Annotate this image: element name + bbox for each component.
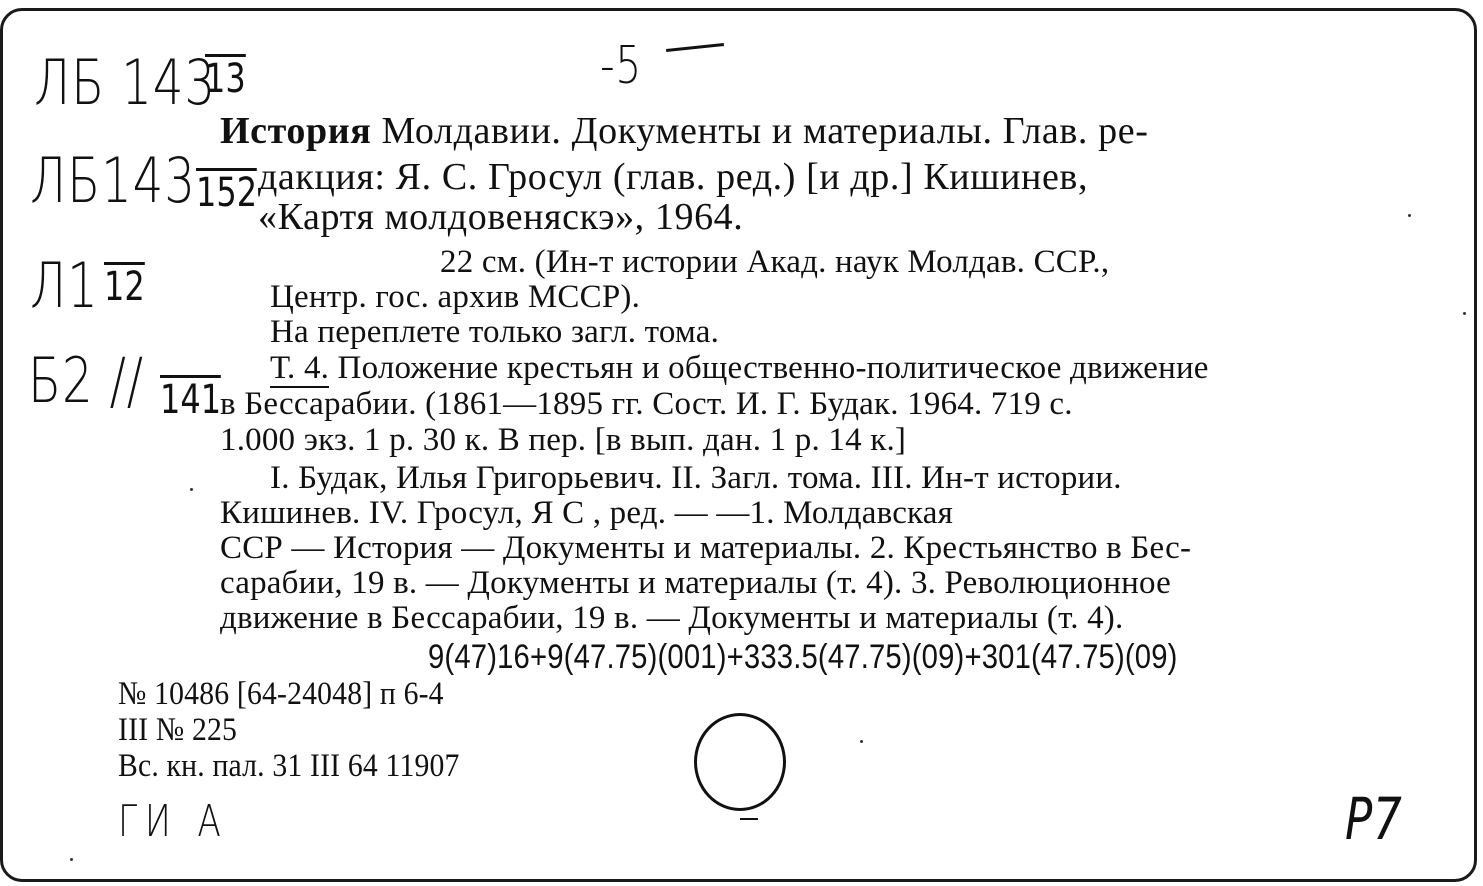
speck	[1408, 214, 1411, 217]
entry-line-13: сарабии, 19 в. — Документы и материалы (т. 4). 3. Революционное	[220, 565, 1171, 601]
footer-line-1: № 10486 [64-24048] п 6-4	[118, 676, 444, 712]
entry-line-4: 22 см. (Ин-т истории Акад. наук Молдав. ССР.,	[440, 244, 1110, 280]
entry-line-7-rest: Положение крестьян и общественно-политическое движение	[329, 350, 1209, 386]
punch-hole	[694, 713, 786, 811]
handwritten-bottom-left: ГИ А	[118, 796, 229, 847]
footer-line-2: III № 225	[118, 712, 238, 748]
shelfmark-4: Б2 //	[28, 344, 144, 417]
shelfmark-3-sub: 12	[104, 264, 145, 310]
entry-line-2: дакция: Я. С. Гросул (глав. ред.) [и др.] Кишинев,	[258, 156, 1089, 198]
punch-hole-tick	[740, 818, 758, 820]
entry-line-3: «Картя молдовеняскэ», 1964.	[258, 196, 744, 238]
shelfmark-2-sub: 152	[196, 170, 258, 216]
classification-code: 9(47)16+9(47.75)(001)+333.5(47.75)(09)+301(47.75)(09)	[428, 638, 1178, 676]
speck	[860, 740, 863, 743]
entry-line-6: На переплете только загл. тома.	[270, 314, 720, 350]
speck	[1463, 312, 1466, 315]
entry-line-8: в Бессарабии. (1861—1895 гг. Сост. И. Г. Будак. 1964. 719 с.	[220, 386, 1073, 422]
shelfmark-1: ЛБ 143	[34, 46, 216, 119]
shelfmark-1-sub: 13	[205, 56, 246, 102]
entry-title-word: История	[220, 110, 372, 152]
speck	[190, 488, 193, 491]
shelfmark-3: Л1	[30, 249, 99, 322]
entry-line-1-rest: Молдавии. Документы и материалы. Глав. ре-	[371, 110, 1149, 152]
handwritten-bottom-right: Р7	[1345, 785, 1403, 853]
entry-line-7	[270, 352, 1209, 385]
shelfmark-4-sub: 141	[160, 377, 222, 423]
entry-line-9: 1.000 экз. 1 р. 30 к. В пер. [в вып. дан. 1 р. 14 к.]	[220, 422, 907, 458]
entry-line-1	[220, 112, 1148, 150]
volume-number: Т. 4.	[270, 350, 330, 386]
speck	[70, 858, 73, 861]
entry-line-11: Кишинев. IV. Гросул, Я С , ред. — —1. Молдавская	[220, 495, 954, 531]
entry-line-10: I. Будак, Илья Григорьевич. II. Загл. тома. III. Ин-т истории.	[270, 460, 1122, 496]
entry-line-5: Центр. гос. архив МССР).	[270, 279, 641, 315]
page-mark: -5	[600, 36, 643, 96]
entry-line-14: движение в Бессарабии, 19 в. — Документы и материалы (т. 4).	[220, 600, 1124, 636]
entry-line-12: ССР — История — Документы и материалы. 2. Крестьянство в Бес-	[220, 530, 1192, 566]
footer-line-3: Вс. кн. пал. 31 III 64 11907	[118, 748, 460, 784]
shelfmark-2: ЛБ143	[30, 144, 196, 217]
